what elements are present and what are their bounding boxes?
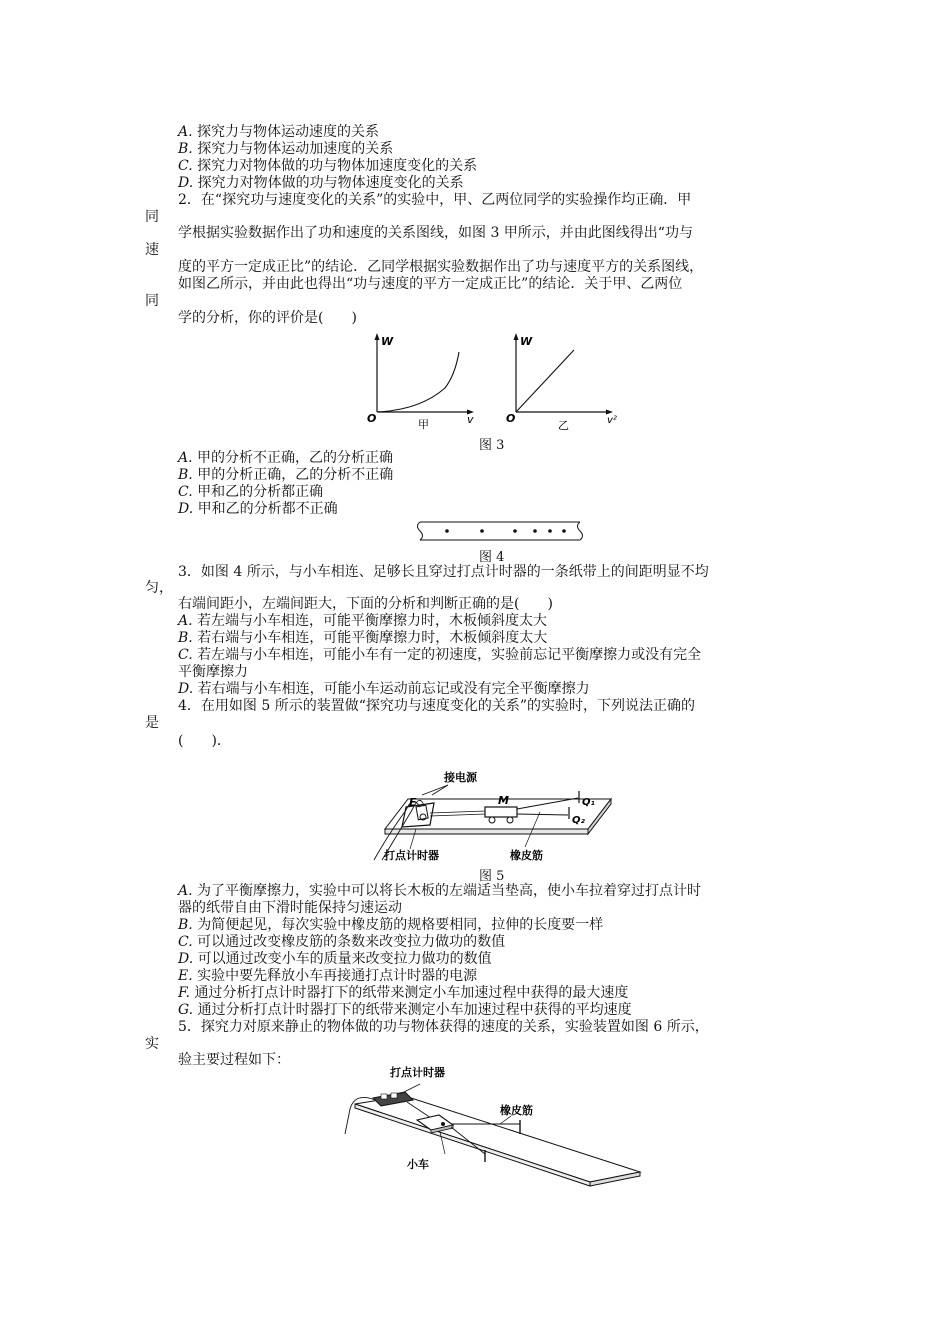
q4-option-a: A. 为了平衡摩擦力，实验中可以将长木板的左端适当垫高，使小车拉着穿过打点计时 <box>178 883 702 899</box>
q1-option-d: D. 探究力对物体做的功与物体速度变化的关系 <box>178 175 464 191</box>
figure-5-apparatus <box>368 765 618 865</box>
q2-option-b: B. 甲的分析正确，乙的分析不正确 <box>178 467 394 483</box>
graph-left-name: 甲 <box>418 418 429 430</box>
graph-left <box>367 333 474 430</box>
q4-option-c: C. 可以通过改变橡皮筋的条数来改变拉力做功的数值 <box>178 934 506 950</box>
q1-option-b: B. 探究力与物体运动加速度的关系 <box>178 141 394 157</box>
q3-option-d: D. 若右端与小车相连，可能小车运动前忘记或没有完全平衡摩擦力 <box>178 681 590 697</box>
label-e: E <box>409 796 417 809</box>
q3-line-1: 3．如图 4 所示，与小车相连、足够长且穿过打点计时器的一条纸带上的间距明显不均 <box>178 564 709 580</box>
graph-right-origin: O <box>506 412 516 425</box>
q2-line-5: 学的分析，你的评价是( ) <box>178 310 357 326</box>
graph-right-y-label: W <box>520 335 533 348</box>
graph-left-x-label: v <box>467 413 474 426</box>
graph-right-x-label: v² <box>607 415 617 426</box>
fig6-label-timer: 打点计时器 <box>390 1066 445 1079</box>
q4-option-f: F. 通过分析打点计时器打下的纸带来测定小车加速过程中获得的最大速度 <box>178 985 629 1001</box>
label-q1: Q₁ <box>582 797 595 808</box>
graph-right-name: 乙 <box>558 419 569 430</box>
label-m: M <box>498 794 509 807</box>
q1-option-a: A. 探究力与物体运动速度的关系 <box>178 124 380 140</box>
q4-option-g: G. 通过分析打点计时器打下的纸带来测定小车加速过程中获得的平均速度 <box>178 1002 632 1018</box>
fig6-label-cart: 小车 <box>407 1158 429 1171</box>
graph-right <box>506 333 617 430</box>
label-power: 接电源 <box>444 771 477 784</box>
figure-3 <box>365 330 635 430</box>
q2-margin-1: 同 <box>145 209 159 225</box>
q2-option-d: D. 甲和乙的分析都不正确 <box>178 501 338 517</box>
q2-line-4: 如图乙所示，并由此也得出“功与速度的平方一定成正比”的结论．关于甲、乙两位 <box>178 276 683 292</box>
q1-option-c: C. 探究力对物体做的功与物体加速度变化的关系 <box>178 158 478 174</box>
figure-5-caption: 图 5 <box>479 869 505 884</box>
q4-option-d: D. 可以通过改变小车的质量来改变拉力做功的数值 <box>178 951 492 967</box>
q3-option-b: B. 若右端与小车相连，可能平衡摩擦力时，木板倾斜度太大 <box>178 630 548 646</box>
q3-option-c: C. 若左端与小车相连，可能小车有一定的初速度，实验前忘记平衡摩擦力或没有完全 <box>178 647 702 663</box>
q4-margin-1: 是 <box>145 715 159 731</box>
q4-line-2: ( )． <box>178 733 231 749</box>
figure-6-apparatus <box>335 1064 645 1204</box>
q4-option-e: E. 实验中要先释放小车再接通打点计时器的电源 <box>178 968 478 984</box>
q3-option-a: A. 若左端与小车相连，可能平衡摩擦力时，木板倾斜度太大 <box>178 613 548 629</box>
q4-option-a-continued: 器的纸带自由下滑时能保持匀速运动 <box>178 900 402 916</box>
label-q2: Q₂ <box>572 815 585 826</box>
label-timer: 打点计时器 <box>384 849 439 862</box>
q4-option-b: B. 为简便起见，每次实验中橡皮筋的规格要相同，拉伸的长度要一样 <box>178 917 604 933</box>
q4-line-1: 4．在用如图 5 所示的装置做“探究功与速度变化的关系”的实验时，下列说法正确的 <box>178 698 696 714</box>
q3-line-2: 右端间距小，左端间距大，下面的分析和判断正确的是( ) <box>178 596 553 612</box>
q3-option-c-continued: 平衡摩擦力 <box>178 664 248 680</box>
label-rubber: 橡皮筋 <box>510 849 543 862</box>
figure-4-caption: 图 4 <box>479 550 505 565</box>
q2-line-2: 学根据实验数据作出了功和速度的关系图线，如图 3 甲所示，并由此图线得出“功与 <box>178 225 693 241</box>
q2-margin-3: 同 <box>145 293 159 309</box>
q2-option-c: C. 甲和乙的分析都正确 <box>178 484 324 500</box>
q2-margin-2: 速 <box>145 242 159 258</box>
fig6-label-rubber: 橡皮筋 <box>500 1104 533 1117</box>
figure-3-caption: 图 3 <box>479 438 505 453</box>
q2-option-a: A. 甲的分析不正确，乙的分析正确 <box>178 450 394 466</box>
graph-left-origin: O <box>367 412 377 425</box>
q2-line-1: 2．在“探究功与速度变化的关系”的实验中，甲、乙两位同学的实验操作均正确．甲 <box>178 192 692 208</box>
graph-left-y-label: W <box>381 335 394 348</box>
q5-line-1: 5．探究力对原来静止的物体做的功与物体获得的速度的关系，实验装置如图 6 所示， <box>178 1019 709 1035</box>
q5-margin-1: 实 <box>145 1036 159 1052</box>
figure-4-paper-tape <box>412 519 592 543</box>
q2-line-3: 度的平方一定成正比”的结论．乙同学根据实验数据作出了功与速度平方的关系图线， <box>178 259 704 275</box>
q3-margin-1: 匀， <box>145 580 173 596</box>
q5-line-2: 验主要过程如下： <box>178 1052 290 1068</box>
